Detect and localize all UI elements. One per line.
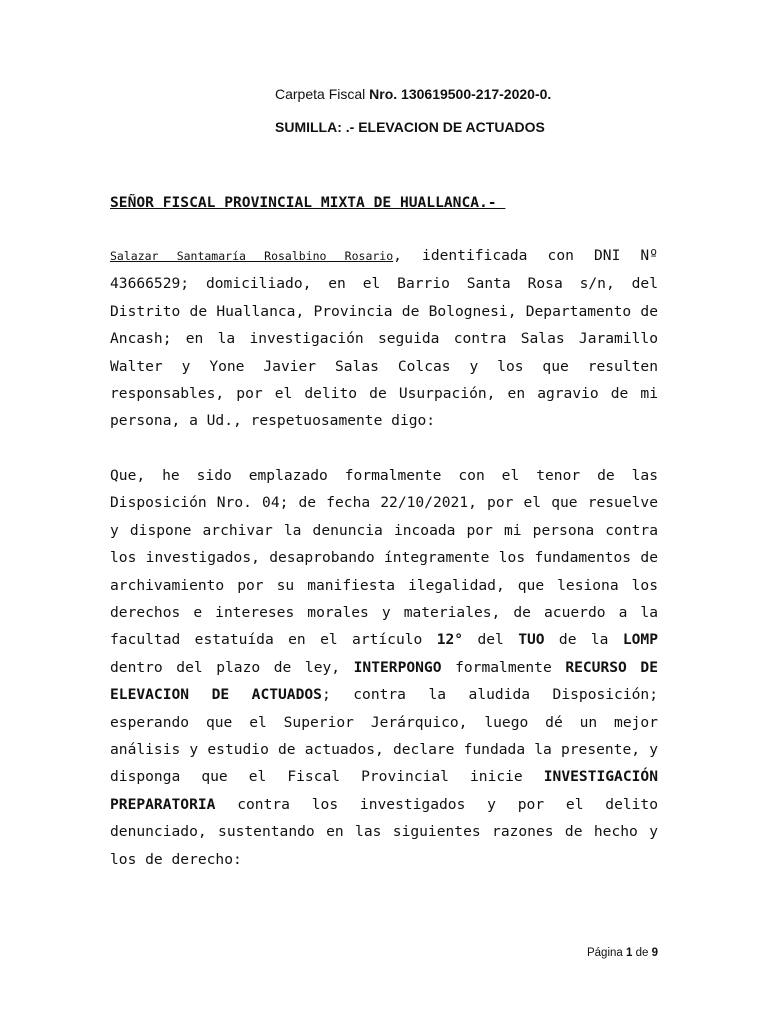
paragraph1-text: , identificada con DNI Nº 43666529; domiciliado, en el Barrio Santa Rosa s/n, del Distrito de Huallanca, Provincia de Bolognesi, Departamento de Ancash; en la investigación seguida contra Salas Jaramillo Walter y Yone Javier Salas Colcas y los que resulten responsables, por el delito de Usurpación, en agravio de mi persona, a Ud., respetuosamente digo: (110, 247, 659, 430)
paragraph-introduction (110, 242, 658, 435)
page-label: Página (586, 947, 626, 959)
recurso-term: RECURSO DE ELEVACION DE ACTUADOS (110, 658, 658, 704)
page-current: 1 (626, 947, 633, 959)
carpeta-number: Nro. 130619500-217-2020-0. (369, 86, 552, 102)
addressee-heading: SEÑOR FISCAL PROVINCIAL MIXTA DE HUALLANCA.- (110, 194, 506, 211)
paragraph2-text-6: ; contra la aludida Disposición; esperando que el Superior Jerárquico, luego dé un mejor análisis y estudio de actuados, declare fundada la presente, y disponga que el Fiscal Provincial inicie (110, 686, 658, 786)
tuo-term: TUO (518, 631, 545, 649)
petitioner-name: Salazar Santamaría Rosalbino Rosario (110, 249, 394, 263)
paragraph2-text-7: contra los investigados y por el delito denunciado, sustentando en las siguientes razones de hecho y los de derecho: (110, 795, 658, 868)
paragraph2-text-1: Que, he sido emplazado formalmente con el tenor de las Disposición Nro. 04; de fecha 22/10/2021, por el que resuelve y dispone archivar la denuncia incoada por mi persona contra los investigados, desaprobando íntegramente los fundamentos de archivamiento por su manifiesta ilegalidad, que lesiona los derechos e intereses morales y materiales, de acuerdo a la facultad estatuída en el artículo (110, 467, 658, 649)
sumilla-line: SUMILLA: .- ELEVACION DE ACTUADOS (275, 119, 545, 135)
paragraph2-text-5: formalmente (441, 658, 566, 676)
carpeta-fiscal-line (275, 86, 551, 102)
investigacion-term: INVESTIGACIÓN PREPARATORIA (110, 768, 658, 813)
paragraph2-text-3: de la (544, 631, 623, 649)
page-total: 9 (651, 947, 658, 959)
paragraph2-text-2: del (463, 631, 519, 649)
paragraph-appeal (110, 462, 658, 873)
lomp-term: LOMP (622, 631, 658, 649)
article-number: 12° (436, 631, 464, 649)
page-of: de (632, 947, 652, 959)
paragraph2-text-4: dentro del plazo de ley, (110, 658, 354, 676)
carpeta-label: Carpeta Fiscal (275, 86, 370, 102)
interpongo-term: INTERPONGO (353, 658, 442, 676)
page-number-footer (587, 947, 658, 959)
